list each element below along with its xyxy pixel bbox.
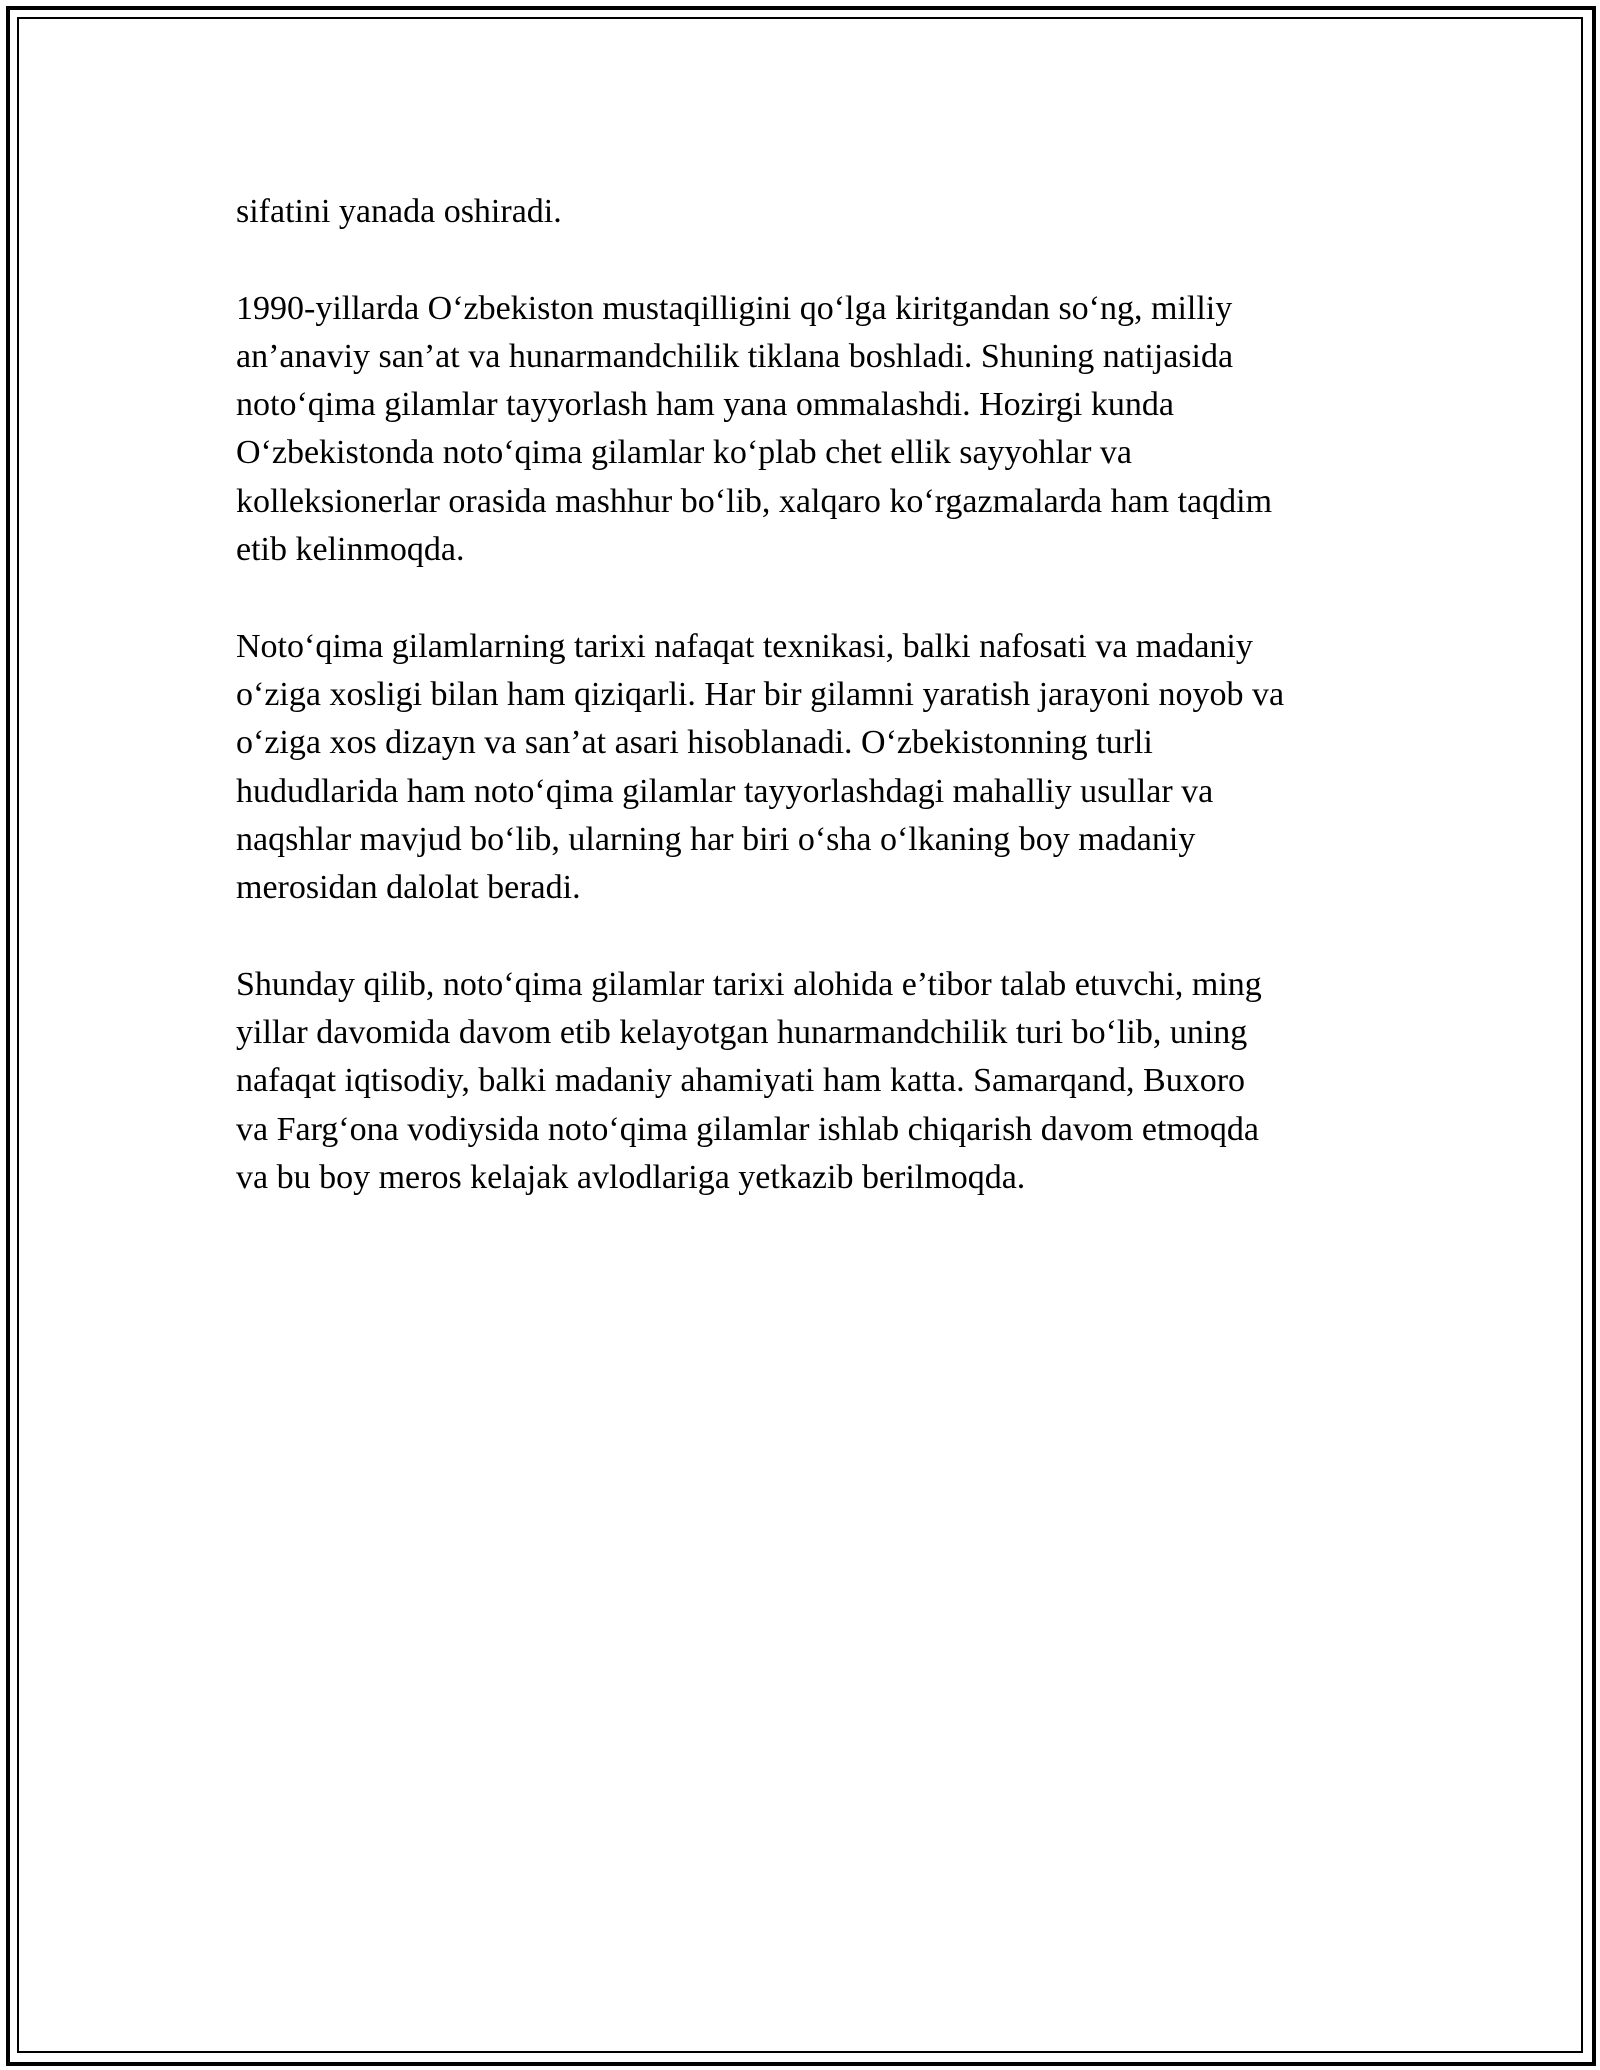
paragraph-conclusion: Shunday qilib, noto‘qima gilamlar tarixi alohida e’tibor talab etuvchi, ming yillar davomida davom etib kelayotgan hunarmandchilik turi bo‘lib, uning nafaqat iqtisodiy, balki madaniy ahamiyati ham katta. Samarqand, Buxoro va Farg‘ona vodiysida noto‘qima gilamlar ishlab chiqarish davom etmoqda va bu boy meros kelajak avlodlariga yetkazib berilmoqda. <box>236 965 1262 1196</box>
paragraph-continuation: sifatini yanada oshiradi. <box>236 193 562 230</box>
document-body <box>236 188 1386 1251</box>
paragraph-cultural-significance: Noto‘qima gilamlarning tarixi nafaqat texnikasi, balki nafosati va madaniy o‘ziga xosligi bilan ham qiziqarli. Har bir gilamni yaratish jarayoni noyob va o‘ziga xos dizayn va san’at asari hisoblanadi. O‘zbekistonning turli hududlarida ham noto‘qima gilamlar tayyorlashdagi mahalliy usullar va naqshlar mavjud bo‘lib, ularning har biri o‘sha o‘lkaning boy madaniy merosidan dalolat beradi. <box>236 627 1285 907</box>
paragraph-independence-revival: 1990-yillarda O‘zbekiston mustaqilligini qo‘lga kiritgandan so‘ng, milliy an’anaviy san’at va hunarmandchilik tiklana boshladi. Shuning natijasida noto‘qima gilamlar tayyorlash ham yana ommalashdi. Hozirgi kunda O‘zbekistonda noto‘qima gilamlar ko‘plab chet ellik sayyohlar va kolleksionerlar orasida mashhur bo‘lib, xalqaro ko‘rgazmalarda ham taqdim etib kelinmoqda. <box>236 289 1273 569</box>
